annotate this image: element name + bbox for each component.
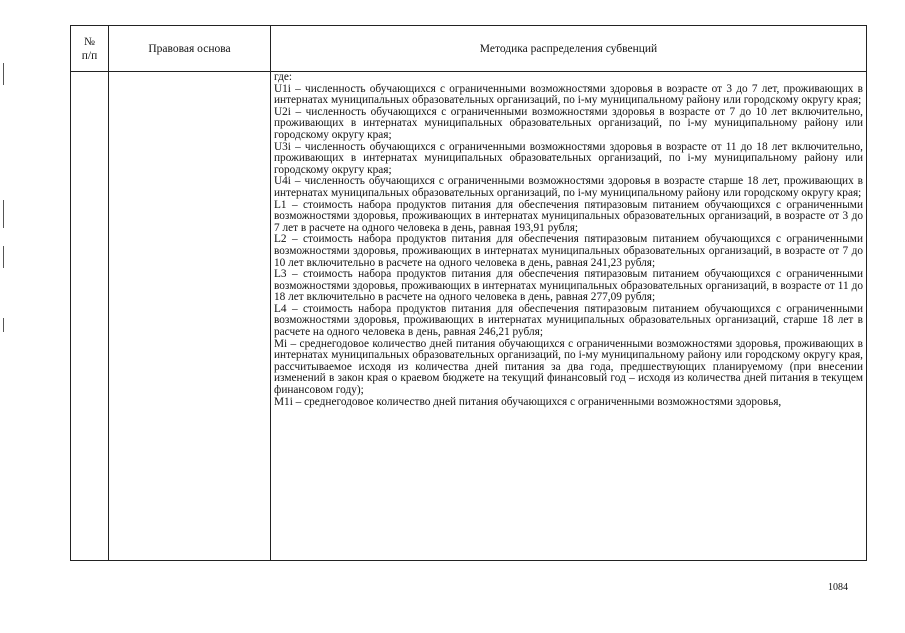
row-number-cell [71, 72, 109, 561]
method-paragraph: L3 – стоимость набора продуктов питания для обеспечения пятиразовым питанием обучающихся с ограниченными возможностями здоровья, проживающих в интернатах муниципальных образовательных организаций, в возрасте от 11 до 18 лет включительно в расчете на одного человека в день, равная 277,09 рубля; [274, 268, 863, 304]
header-method: Методика распределения субвенций [271, 26, 867, 72]
method-paragraph: M1i – среднегодовое количество дней питания обучающихся с ограниченными возможностями здоровья, [274, 395, 782, 408]
row-legal-basis-cell [109, 72, 271, 561]
header-legal-basis: Правовая основа [109, 26, 271, 72]
method-paragraph: L1 – стоимость набора продуктов питания для обеспечения пятиразовым питанием обучающихся с ограниченными возможностями здоровья, проживающих в интернатах муниципальных образовательных организаций, в возрасте от 3 до 7 лет в расчете на одного человека в день, равная 193,91 рубля; [274, 198, 863, 234]
method-paragraph: Mi – среднегодовое количество дней питания обучающихся с ограниченными возможностями здоровья, проживающих в интернатах муниципальных образовательных организаций, по i-му муниципальному району или городскому округу края, рассчитываемое исходя из количества дней питания за два года, предшествующих планируемому (при внесении изменений в закон края о краевом бюджете на текущий финансовый год – исходя из количества дней питания в текущем финансовом году); [274, 337, 863, 397]
header-number [71, 26, 109, 72]
method-paragraph: U3i – численность обучающихся с ограниченными возможностями здоровья в возрасте от 11 до 18 лет включительно, проживающих в интернатах муниципальных образовательных организаций, по i-му муниципальному району или городскому округу края; [274, 140, 863, 176]
method-paragraph: L2 – стоимость набора продуктов питания для обеспечения пятиразовым питанием обучающихся с ограниченными возможностями здоровья, проживающих в интернатах муниципальных образовательных организаций, в возрасте от 7 до 10 лет включительно в расчете на одного человека в день, равная 241,23 рубля; [274, 233, 863, 269]
header-number-line1: № [84, 35, 95, 48]
scan-margin-mark [3, 246, 4, 268]
method-paragraph: U2i – численность обучающихся с ограниченными возможностями здоровья в возрасте от 7 до 10 лет включительно, проживающих в интернатах муниципальных образовательных организаций, по i-му муниципальному району или городскому округу края; [274, 105, 863, 141]
header-number-line2: п/п [81, 49, 98, 62]
table-header-row [71, 26, 867, 72]
method-paragraph: U1i – численность обучающихся с ограниченными возможностями здоровья в возрасте от 3 до 7 лет, проживающих в интернатах муниципальных образовательных организаций, по i-му муниципальному району или городскому округу края; [274, 82, 863, 107]
scan-margin-mark [3, 200, 4, 228]
method-paragraph: где: [274, 71, 292, 83]
row-method-cell [271, 72, 867, 561]
subvention-table [70, 25, 867, 561]
page-number: 1084 [828, 582, 848, 593]
scan-margin-mark [3, 318, 4, 332]
table-row [71, 72, 867, 561]
scan-margin-mark [3, 63, 4, 85]
method-paragraph: U4i – численность обучающихся с ограниченными возможностями здоровья в возрасте старше 18 лет, проживающих в интернатах муниципальных образовательных организаций, по i-му муниципальному району или городскому округу края; [274, 175, 863, 199]
method-paragraph: L4 – стоимость набора продуктов питания для обеспечения пятиразовым питанием обучающихся с ограниченными возможностями здоровья, проживающих в интернатах муниципальных образовательных организаций, старше 18 лет в расчете на одного человека в день, равная 246,21 рубля; [274, 302, 863, 339]
